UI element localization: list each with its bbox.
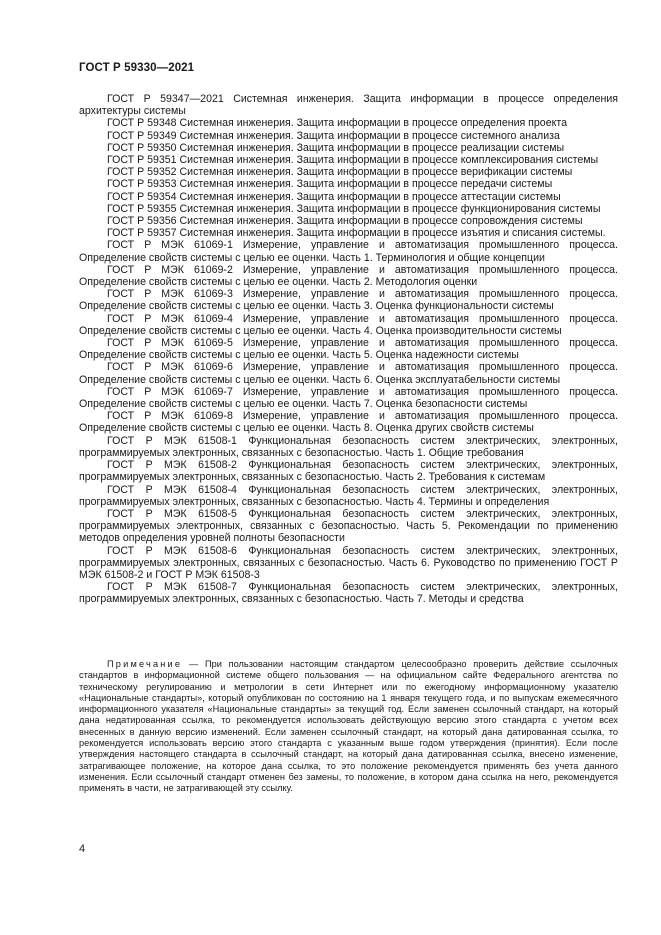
reference-item: ГОСТ Р 59349 Системная инженерия. Защита информации в процессе системного анализа: [107, 129, 560, 142]
reference-item: ГОСТ Р МЭК 61069-3 Измерение, управление и автоматизация промышленного процесса. Определение свойств системы с целью ее оценки. Часть 3. Оценка функциональности системы: [79, 288, 618, 313]
reference-item: ГОСТ Р 59351 Системная инженерия. Защита информации в процессе комплексирования системы: [107, 154, 599, 167]
reference-item: ГОСТ Р МЭК 61069-1 Измерение, управление и автоматизация промышленного процесса. Определение свойств системы с целью ее оценки. Часть 1. Терминология и общие концепции: [79, 239, 618, 264]
reference-item: ГОСТ Р МЭК 61069-7 Измерение, управление и автоматизация промышленного процесса. Определение свойств системы с целью ее оценки. Часть 7. Оценка безопасности системы: [79, 385, 618, 411]
reference-item: ГОСТ Р 59348 Системная инженерия. Защита информации в процессе определения проекта: [107, 117, 567, 130]
document-header: ГОСТ Р 59330—2021: [79, 62, 195, 74]
reference-item: ГОСТ Р 59354 Системная инженерия. Защита информации в процессе аттестации системы: [107, 190, 561, 203]
reference-item: ГОСТ Р 59347—2021 Системная инженерия. Защита информации в процессе определения архитектуры системы: [79, 93, 618, 118]
note-label: Примечание: [107, 659, 183, 669]
note-paragraph: [79, 659, 618, 795]
reference-item: ГОСТ Р МЭК 61508-4 Функциональная безопасность систем электрических, электронных, программируемых электронных, связанных с безопасностью. Часть 4. Термины и определения: [79, 483, 618, 508]
reference-item: ГОСТ Р МЭК 61069-2 Измерение, управление и автоматизация промышленного процесса. Определение свойств системы с целью ее оценки. Часть 2. Методология оценки: [79, 263, 618, 289]
reference-item: ГОСТ Р МЭК 61508-7 Функциональная безопасность систем электрических, электронных, программируемых электронных, связанных с безопасностью. Часть 7. Методы и средства: [79, 581, 618, 606]
note-text: — При пользовании настоящим стандартом целесообразно проверить действие ссылочных стандартов в информационной системе общего пользования — на официальном сайте Федерального агентства по техническому регулированию и метрологии в сети Интернет или по ежегодному информационному указателю «Национальные стандарты», который опубликован по состоянию на 1 января текущего года, и по выпускам ежемесячного информационного указателя «Национальные стандарты» за текущий год. Если заменен ссылочный стандарт, на который дана недатированная ссылка, то рекомендуется использовать действующую версию этого стандарта с учетом всех внесенных в данную версию изменений. Если заменен ссылочный стандарт, на который дана датированная ссылка, то рекомендуется использовать версию этого стандарта с указанным выше годом утверждения (принятия). Если после утверждения настоящего стандарта в ссылочный стандарт, на который дана датированная ссылка, внесено изменение, затрагивающее положение, на которое дана ссылка, то это положение рекомендуется применять без учета данного изменения. Если ссылочный стандарт отменен без замены, то положение, в котором дана ссылка на него, рекомендуется применять в части, не затрагивающей эту ссылку.: [79, 659, 618, 794]
reference-item: ГОСТ Р МЭК 61508-2 Функциональная безопасность систем электрических, электронных, программируемых электронных, связанных с безопасностью. Часть 2. Требования к системам: [79, 459, 618, 484]
reference-item: ГОСТ Р МЭК 61069-4 Измерение, управление и автоматизация промышленного процесса. Определение свойств системы с целью ее оценки. Часть 4. Оценка производительности системы: [79, 312, 618, 337]
reference-item: ГОСТ Р МЭК 61508-5 Функциональная безопасность систем электрических, электронных, программируемых электронных, связанных с безопасностью. Часть 5. Рекомендации по применению методов определения уровней полноты безопасности: [79, 507, 618, 545]
reference-item: ГОСТ Р 59353 Системная инженерия. Защита информации в процессе передачи системы: [107, 178, 553, 191]
reference-item: ГОСТ Р 59356 Системная инженерия. Защита информации в процессе сопровождения системы: [107, 215, 583, 228]
reference-item: ГОСТ Р МЭК 61069-8 Измерение, управление и автоматизация промышленного процесса. Определение свойств системы с целью ее оценки. Часть 8. Оценка других свойств системы: [79, 410, 618, 435]
reference-item: ГОСТ Р 59352 Системная инженерия. Защита информации в процессе верификации системы: [107, 166, 573, 179]
reference-item: ГОСТ Р МЭК 61508-1 Функциональная безопасность систем электрических, электронных, программируемых электронных, связанных с безопасностью. Часть 1. Общие требования: [79, 434, 618, 459]
page-number: 4: [79, 843, 86, 855]
normative-references-list: [79, 93, 618, 606]
reference-item: ГОСТ Р МЭК 61069-5 Измерение, управление и автоматизация промышленного процесса. Определение свойств системы с целью ее оценки. Часть 5. Оценка надежности системы: [79, 337, 618, 362]
reference-item: ГОСТ Р МЭК 61508-6 Функциональная безопасность систем электрических, электронных, программируемых электронных, связанных с безопасностью. Часть 6. Руководство по применению ГОСТ Р МЭК 61508-2 и ГОСТ Р МЭК 61508-3: [79, 544, 618, 581]
reference-item: ГОСТ Р 59350 Системная инженерия. Защита информации в процессе реализации системы: [107, 141, 565, 154]
reference-item: ГОСТ Р 59357 Системная инженерия. Защита информации в процессе изъятия и списания системы.: [107, 227, 606, 240]
reference-item: ГОСТ Р 59355 Системная инженерия. Защита информации в процессе функционирования системы: [107, 202, 601, 215]
reference-item: ГОСТ Р МЭК 61069-6 Измерение, управление и автоматизация промышленного процесса. Определение свойств системы с целью ее оценки. Часть 6. Оценка эксплуатабельности системы: [79, 361, 618, 386]
